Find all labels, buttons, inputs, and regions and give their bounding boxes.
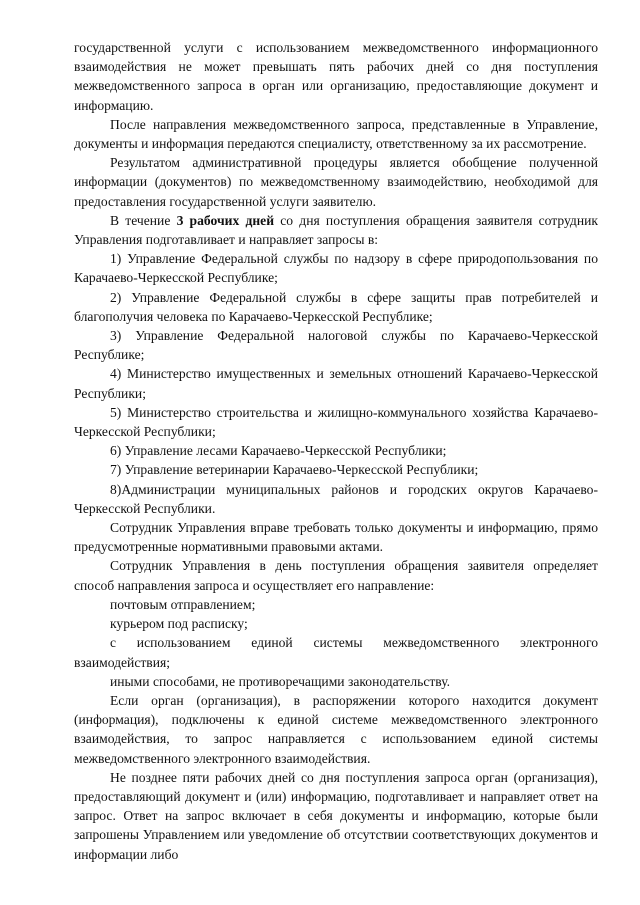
recipient-item-7: 7) Управление ветеринарии Карачаево-Черкесской Республики; (110, 462, 479, 478)
paragraph-response-deadline: Не позднее пяти рабочих дней со дня поступления запроса орган (организация), предоставляющий документ и (или) информацию, подготавливает и направляет ответ на запрос. Ответ на запрос включает в себя документы и информацию, которые были запрошены Управлением или уведомление об отсутствии соответствующих документов и информации либо (74, 769, 598, 862)
paragraph-request-rights: Сотрудник Управления вправе требовать только документы и информацию, прямо предусмотренные нормативными правовыми актами. (74, 520, 598, 555)
recipient-item-4: 4) Министерство имущественных и земельных отношений Карачаево-Черкесской Республики; (74, 366, 598, 401)
paragraph-electronic-system: Если орган (организация), в распоряжении которого находится документ (информация), подключены к единой системе межведомственного электронного взаимодействия, то запрос направляется с использованием единой системы межведомственного электронного взаимодействия. (74, 692, 598, 766)
paragraph-request-term (74, 211, 598, 249)
paragraph-request-method: Сотрудник Управления в день поступления обращения заявителя определяет способ направления запроса и осуществляет его направление: (74, 558, 598, 593)
method-item-courier: курьером под расписку; (110, 616, 248, 632)
method-item-electronic: с использованием единой системы межведомственного электронного взаимодействия; (74, 635, 598, 670)
paragraph-deadline-continuation: государственной услуги с использованием межведомственного информационного взаимодействия не может превышать пять рабочих дней со дня поступления межведомственного запроса в орган или организацию, предоставляющие документ и информацию. (74, 40, 598, 113)
recipient-item-3: 3) Управление Федеральной налоговой службы по Карачаево-Черкесской Республике; (74, 328, 598, 363)
recipient-item-8: 8)Администрации муниципальных районов и городских округов Карачаево-Черкесской Республики. (74, 481, 598, 516)
recipient-item-5: 5) Министерство строительства и жилищно-коммунального хозяйства Карачаево-Черкесской Республики; (74, 404, 598, 440)
term-days-bold: 3 рабочих дней (176, 212, 275, 228)
method-item-mail: почтовым отправлением; (110, 596, 256, 612)
term-text-before: В течение (110, 212, 177, 228)
recipient-item-6: 6) Управление лесами Карачаево-Черкесской Республики; (110, 443, 447, 459)
paragraph-after-request: После направления межведомственного запроса, представленные в Управление, документы и информация передаются специалисту, ответственному за их рассмотрение. (74, 116, 598, 152)
method-item-other: иными способами, не противоречащими законодательству. (110, 673, 451, 689)
document-body (74, 38, 598, 864)
recipient-item-2: 2) Управление Федеральной службы в сфере защиты прав потребителей и благополучия человека по Карачаево-Черкесской Республике; (74, 289, 598, 324)
paragraph-procedure-result: Результатом административной процедуры является обобщение полученной информации (документов) по межведомственному взаимодействию, необходимой для предоставления государственной услуги заявителю. (74, 155, 598, 209)
term-text-after: со дня поступления обращения заявителя сотрудник Управления подготавливает и направляет запросы в: (74, 212, 599, 248)
recipient-item-1: 1) Управление Федеральной службы по надзору в сфере природопользования по Карачаево-Черкесской Республике; (74, 251, 598, 286)
